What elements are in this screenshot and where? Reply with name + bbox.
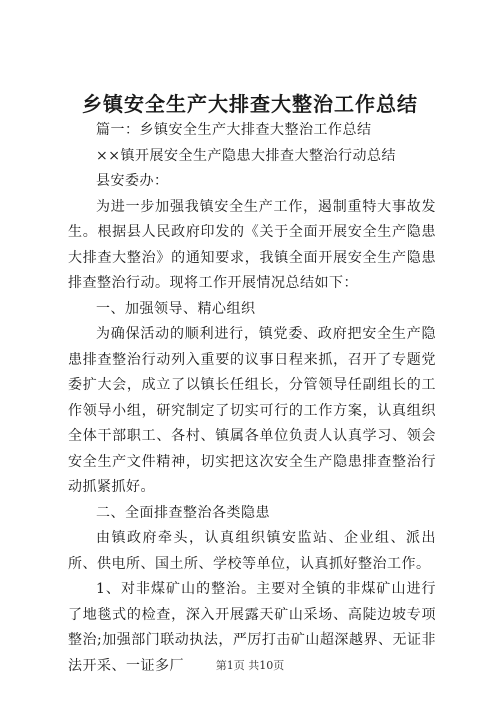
document-body [68,118,436,679]
salutation: 县安委办： [96,173,169,189]
page-footer: 第1页 共10页 [215,659,285,672]
body-paragraph: 为确保活动的顺利进行，镇党委、政府把安全生产隐患排查整治行动列入重要的议事日程来抓，召开了专题党委扩大会，成立了以镇长任组长，分管领导任副组长的工作领导小组，研究制定了切实可行的工作方案，认真组织全体干部职工、各村、镇属各单位负责人认真学习、领会安全生产文件精神，切实把这次安全生产隐患排查整治行动抓紧抓好。 [68,326,436,495]
body-paragraph: 1、对非煤矿山的整治。主要对全镇的非煤矿山进行了地毯式的检查，深入开展露天矿山采场、高陡边坡专项整治;加强部门联动执法，严厉打击矿山超深越界、无证非法开采、一证多厂 [68,581,436,674]
body-paragraph: 由镇政府牵头，认真组织镇安监站、企业组、派出所、供电所、国土所、学校等单位，认真抓好整治工作。 [68,530,436,572]
section-heading: 一、加强领导、精心组织 [96,300,256,317]
subtitle: ××镇开展安全生产隐患大排查大整治行动总结 [96,147,396,164]
section-heading: 篇一：乡镇安全生产大排查大整治工作总结 [96,122,372,138]
section-heading: 二、全面排查整治各类隐患 [96,504,270,521]
body-paragraph: 为进一步加强我镇安全生产工作，遏制重特大事故发生。根据县人民政府印发的《关于全面开展安全生产隐患大排查大整治》的通知要求，我镇全面开展安全生产隐患排查整治行动。现将工作开展情况总结如下： [68,198,436,291]
document-title: 乡镇安全生产大排查大整治工作总结 [82,92,418,116]
